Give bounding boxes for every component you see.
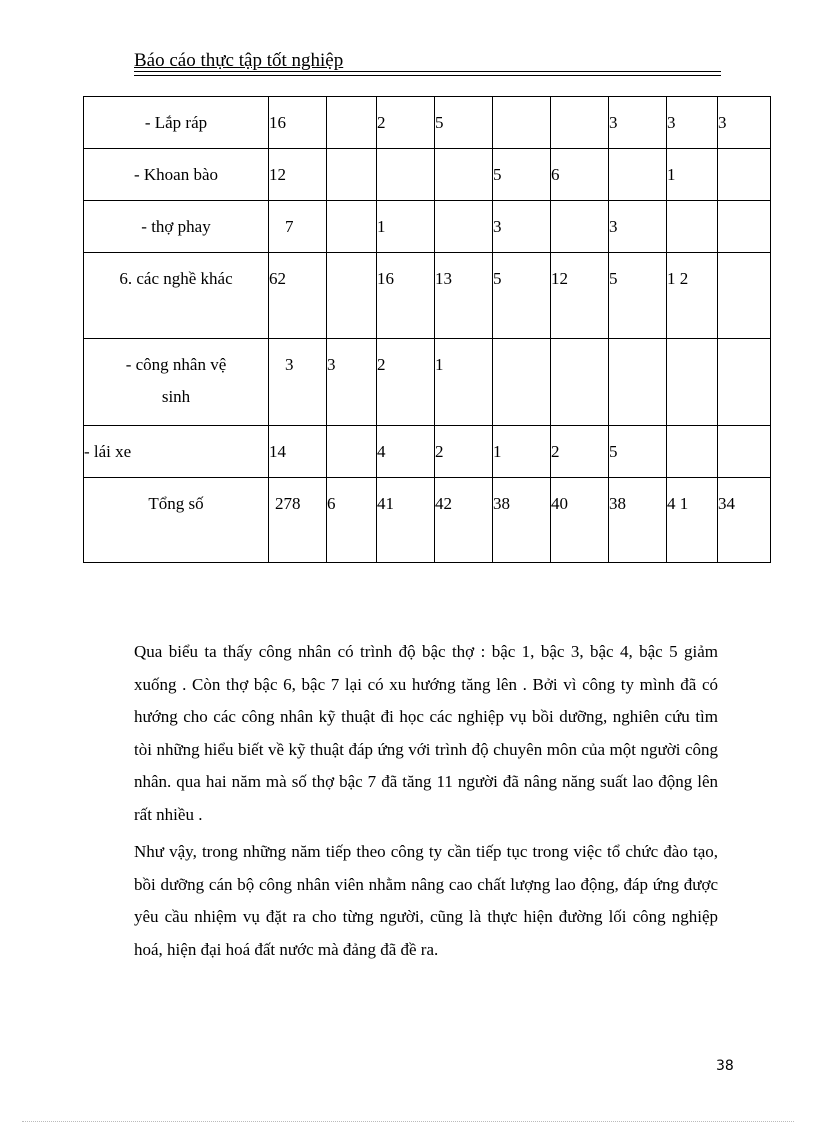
table-cell: 34 xyxy=(718,478,771,563)
page-bottom-divider xyxy=(22,1121,794,1122)
table-cell xyxy=(327,253,377,339)
table-cell: 62 xyxy=(269,253,327,339)
document-header-title: Báo cáo thực tập tốt nghiệp xyxy=(134,50,344,71)
table-cell xyxy=(435,201,493,253)
table-cell: 1 xyxy=(435,339,493,426)
table-cell: 16 xyxy=(269,97,327,149)
table-cell xyxy=(493,339,551,426)
table-cell: 16 xyxy=(377,253,435,339)
row-label-line: - công nhân vệ xyxy=(125,355,227,374)
table-cell: 1 xyxy=(377,201,435,253)
page-number: 38 xyxy=(716,1058,734,1074)
table-cell: 5 xyxy=(493,253,551,339)
table-row xyxy=(84,253,771,339)
table-cell xyxy=(551,339,609,426)
table-cell: 12 xyxy=(269,149,327,201)
table-cell xyxy=(377,149,435,201)
table-cell: 3 xyxy=(493,201,551,253)
table-cell: 2 xyxy=(435,426,493,478)
table-cell: 3 xyxy=(609,201,667,253)
table-cell xyxy=(667,201,718,253)
row-label: - Lắp ráp xyxy=(84,97,269,149)
table-cell xyxy=(493,97,551,149)
row-label: Tổng số xyxy=(84,478,269,563)
table-cell: 2 xyxy=(377,339,435,426)
table-cell: 1 2 xyxy=(667,253,718,339)
row-label: - thợ phay xyxy=(84,201,269,253)
table-row xyxy=(84,426,771,478)
table-cell: 5 xyxy=(609,426,667,478)
table-cell: 41 xyxy=(377,478,435,563)
table-cell xyxy=(718,339,771,426)
table-cell: 5 xyxy=(609,253,667,339)
header-divider xyxy=(134,71,721,72)
table-cell xyxy=(327,149,377,201)
table-cell: 3 xyxy=(327,339,377,426)
table-cell xyxy=(667,426,718,478)
table-cell: 4 xyxy=(377,426,435,478)
table-cell: 1 xyxy=(493,426,551,478)
table-cell xyxy=(718,201,771,253)
body-paragraph: Như vậy, trong những năm tiếp theo công ty cần tiếp tục trong việc tổ chức đào tạo, bồi dưỡng cán bộ công nhân viên nhằm nâng cao chất lượng lao động, đáp ứng được yêu cầu nhiệm vụ đặt ra cho từng người, cũng là thực hiện đường lối công nghiệp hoá, hiện đại hoá đất nước mà đảng đã đề ra. xyxy=(134,842,718,959)
table-cell: 2 xyxy=(551,426,609,478)
table-cell: 6 xyxy=(327,478,377,563)
table-row xyxy=(84,339,771,426)
table-row xyxy=(84,97,771,149)
table-cell: 3 xyxy=(269,339,327,426)
table-cell xyxy=(609,149,667,201)
table-cell: 12 xyxy=(551,253,609,339)
body-paragraph: Qua biểu ta thấy công nhân có trình độ bậc thợ : bậc 1, bậc 3, bậc 4, bậc 5 giảm xuống . Còn thợ bậc 6, bậc 7 lại có xu hướng tăng lên . Bởi vì công ty mình đã có hướng cho các công nhân kỹ thuật đi học các nghiệp vụ bồi dưỡng, nghiên cứu tìm tòi những hiểu biết về kỹ thuật đáp ứng với trình độ chuyên môn của một người công nhân. qua hai năm mà số thợ bậc 7 đã tăng 11 người đã nâng năng suất lao động lên rất nhiều . xyxy=(134,642,718,824)
table-cell xyxy=(327,426,377,478)
table-cell: 5 xyxy=(493,149,551,201)
table-cell: 6 xyxy=(551,149,609,201)
table-cell: 13 xyxy=(435,253,493,339)
table-cell: 38 xyxy=(609,478,667,563)
table-cell xyxy=(551,201,609,253)
table-cell: 14 xyxy=(269,426,327,478)
table-cell xyxy=(667,339,718,426)
table-cell xyxy=(718,149,771,201)
table-cell: 2 xyxy=(377,97,435,149)
table-cell xyxy=(327,97,377,149)
table-cell: 3 xyxy=(718,97,771,149)
table-cell: 40 xyxy=(551,478,609,563)
table-row xyxy=(84,201,771,253)
table-cell: 3 xyxy=(667,97,718,149)
table-cell: 1 xyxy=(667,149,718,201)
table-cell: 278 xyxy=(269,478,327,563)
worker-grade-table xyxy=(83,96,771,563)
table-cell xyxy=(327,201,377,253)
header-divider-secondary xyxy=(134,75,721,76)
table-cell: 42 xyxy=(435,478,493,563)
table-cell xyxy=(609,339,667,426)
row-label: - Khoan bào xyxy=(84,149,269,201)
table-cell xyxy=(435,149,493,201)
row-label xyxy=(84,339,269,426)
table-cell xyxy=(718,426,771,478)
table-cell xyxy=(551,97,609,149)
table-cell: 3 xyxy=(609,97,667,149)
table-cell xyxy=(718,253,771,339)
row-label: - lái xe xyxy=(84,426,269,478)
table-cell: 38 xyxy=(493,478,551,563)
table-cell: 5 xyxy=(435,97,493,149)
table-cell: 7 xyxy=(269,201,327,253)
table-row xyxy=(84,478,771,563)
table-row xyxy=(84,149,771,201)
row-label: 6. các nghề khác xyxy=(84,253,269,339)
row-label-line: sinh xyxy=(161,387,191,406)
table-cell: 4 1 xyxy=(667,478,718,563)
